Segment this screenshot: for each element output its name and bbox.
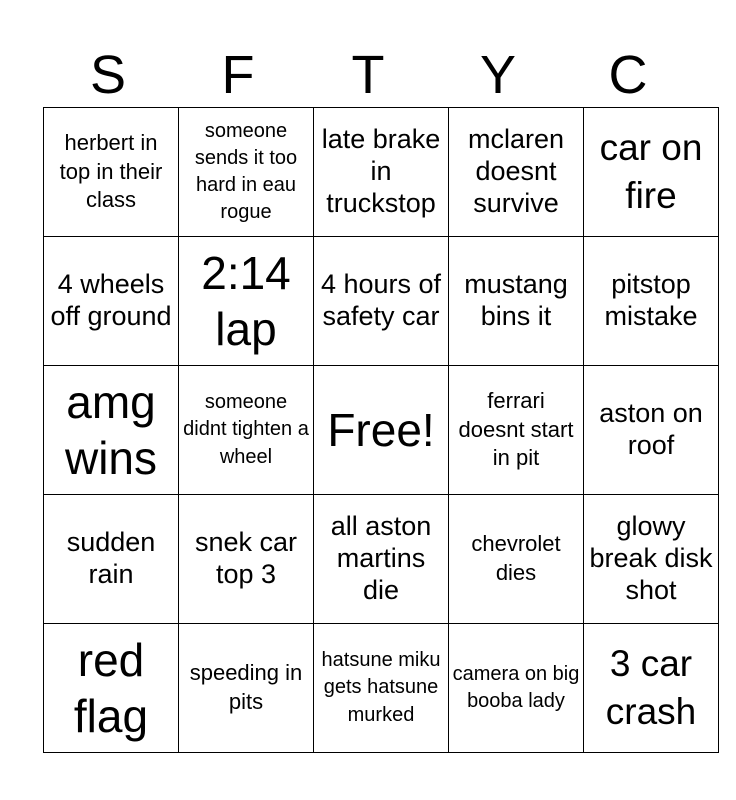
bingo-cell[interactable]: mclaren doesnt survive xyxy=(449,108,584,237)
header-letter-5: C xyxy=(608,45,648,105)
bingo-cell[interactable]: hatsune miku gets hatsune murked xyxy=(314,624,449,753)
bingo-cell[interactable]: 3 car crash xyxy=(584,624,719,753)
bingo-cell[interactable]: sudden rain xyxy=(44,495,179,624)
bingo-cell[interactable]: someone didnt tighten a wheel xyxy=(179,366,314,495)
bingo-cell[interactable]: 4 hours of safety car xyxy=(314,237,449,366)
header-letter-2: F xyxy=(221,45,255,105)
bingo-cell[interactable]: pitstop mistake xyxy=(584,237,719,366)
bingo-grid xyxy=(43,107,719,753)
bingo-cell[interactable]: car on fire xyxy=(584,108,719,237)
bingo-cell[interactable]: someone sends it too hard in eau rogue xyxy=(179,108,314,237)
bingo-cell[interactable]: herbert in top in their class xyxy=(44,108,179,237)
bingo-cell[interactable]: glowy break disk shot xyxy=(584,495,719,624)
bingo-cell[interactable]: aston on roof xyxy=(584,366,719,495)
bingo-cell[interactable]: amg wins xyxy=(44,366,179,495)
header-letter-1: S xyxy=(89,45,127,105)
free-space-cell[interactable]: Free! xyxy=(314,366,449,495)
bingo-cell[interactable]: ferrari doesnt start in pit xyxy=(449,366,584,495)
bingo-cell[interactable]: all aston martins die xyxy=(314,495,449,624)
grid-row xyxy=(44,366,719,495)
grid-row xyxy=(44,237,719,366)
grid-row xyxy=(44,495,719,624)
bingo-cell[interactable]: red flag xyxy=(44,624,179,753)
bingo-cell[interactable]: chevrolet dies xyxy=(449,495,584,624)
header-letter-3: T xyxy=(351,45,385,105)
bingo-cell[interactable]: camera on big booba lady xyxy=(449,624,584,753)
bingo-cell[interactable]: late brake in truckstop xyxy=(314,108,449,237)
bingo-cell[interactable]: mustang bins it xyxy=(449,237,584,366)
bingo-cell[interactable]: 4 wheels off ground xyxy=(44,237,179,366)
bingo-cell[interactable]: speeding in pits xyxy=(179,624,314,753)
bingo-cell[interactable]: 2:14 lap xyxy=(179,237,314,366)
bingo-header xyxy=(43,44,693,106)
grid-row xyxy=(44,624,719,753)
grid-row xyxy=(44,108,719,237)
bingo-cell[interactable]: snek car top 3 xyxy=(179,495,314,624)
header-letter-4: Y xyxy=(479,45,517,105)
